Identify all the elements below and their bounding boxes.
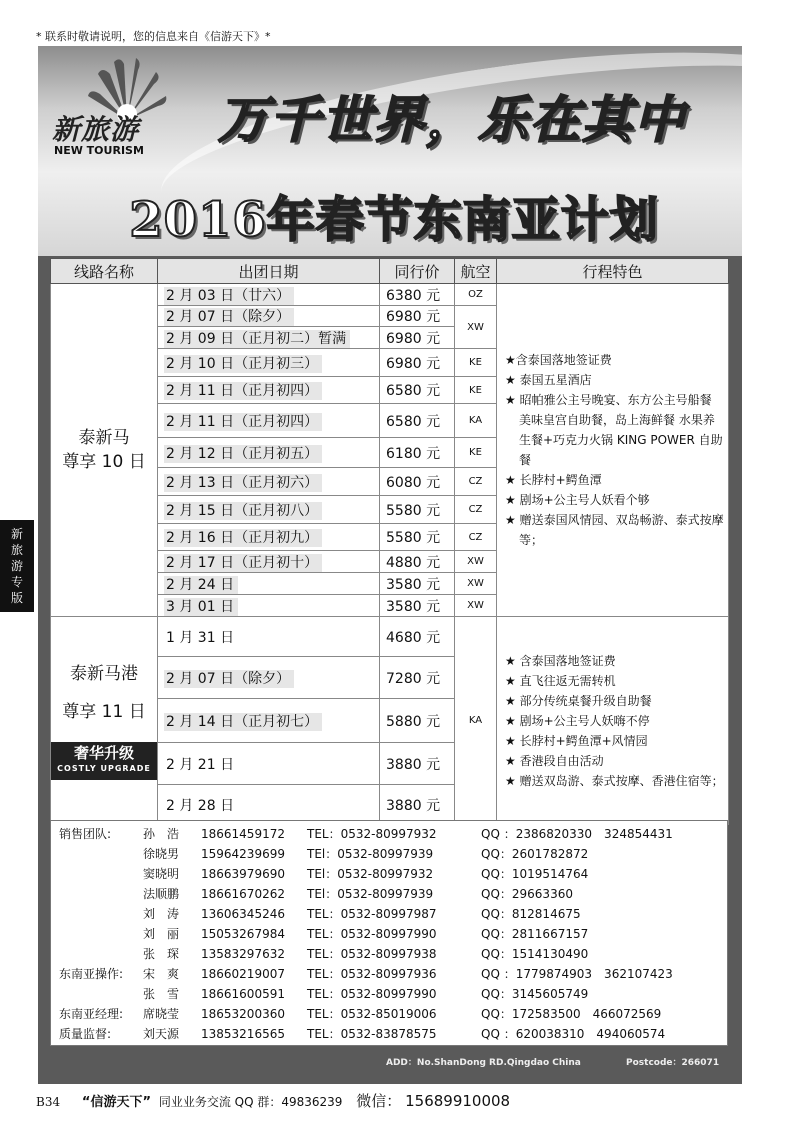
price: 4880 元	[380, 551, 455, 573]
route-name-cell	[51, 617, 158, 825]
contact-name: 徐晓男	[143, 847, 180, 861]
contact-name: 窦晓明	[143, 867, 180, 881]
price: 3580 元	[380, 573, 455, 595]
feature-item: ★ 剧场+公主号人妖嗨不停	[505, 713, 650, 728]
contact-mobile: 13606345246	[201, 907, 285, 921]
contact-tel: TEL：0532-80997987	[307, 907, 437, 921]
departure-date: 2 月 07 日（除夕）	[158, 657, 380, 699]
contacts-section	[50, 820, 728, 1046]
feature-item: ★ 赠送双岛游、泰式按摩、香港住宿等；	[505, 773, 724, 788]
contact-tel: TEl：0532-80997939	[307, 847, 434, 861]
wechat-label: 微信：	[356, 1092, 402, 1110]
route-name: 泰新马	[78, 428, 130, 448]
badge-en: COSTLY UPGRADE	[57, 763, 151, 773]
contact-tel: TEL：0532-80997932	[307, 827, 437, 841]
departure-date: 2 月 15 日（正月初八）	[158, 496, 380, 524]
contact-name: 宋 爽	[143, 967, 180, 981]
departure-date: 1 月 31 日	[158, 617, 380, 657]
price: 6580 元	[380, 377, 455, 404]
airline-code: XW	[455, 595, 497, 617]
airline-code: XW	[455, 573, 497, 595]
departure-date: 2 月 10 日（正月初三）	[158, 349, 380, 377]
contact-name: 法顺鹏	[143, 887, 180, 901]
contact-role: 质量监督:	[59, 1027, 112, 1041]
contact-name: 张 雪	[143, 987, 180, 1001]
airline-code: CZ	[455, 468, 497, 496]
departure-date: 2 月 09 日（正月初二）暂满	[158, 327, 380, 349]
contact-name: 孙 浩	[143, 827, 180, 841]
address-bar	[38, 1047, 742, 1077]
page-title: 2016年春节东南亚计划	[129, 192, 659, 248]
contact-mobile: 18653200360	[201, 1007, 285, 1021]
contact-qq: QQ：812814675	[481, 907, 581, 921]
departure-date: 2 月 13 日（正月初六）	[158, 468, 380, 496]
price: 6980 元	[380, 306, 455, 327]
postcode: Postcode：266071	[626, 1058, 720, 1068]
airline-code: KA	[455, 404, 497, 438]
price: 3880 元	[380, 785, 455, 825]
side-tab-char: 游	[10, 559, 23, 573]
price: 4680 元	[380, 617, 455, 657]
col-header-price: 同行价	[380, 259, 455, 284]
departure-date: 2 月 11 日（正月初四）	[158, 404, 380, 438]
col-header-route: 线路名称	[51, 259, 158, 284]
contact-name: 张 琛	[143, 947, 180, 961]
price: 5580 元	[380, 496, 455, 524]
contact-role: 东南亚操作:	[59, 967, 124, 981]
schedule-table-wrap	[50, 258, 728, 825]
contact-mobile: 13853216565	[201, 1027, 285, 1041]
feature-item: ★ 部分传统桌餐升级自助餐	[505, 693, 652, 708]
contact-qq: QQ ：1779874903 362107423	[481, 967, 673, 981]
contact-tel: TEl：0532-80997939	[307, 887, 434, 901]
contact-tel: TEL：0532-80997990	[307, 987, 437, 1001]
side-tab-char: 旅	[10, 543, 23, 557]
contact-role: 东南亚经理:	[59, 1007, 124, 1021]
departure-date: 3 月 01 日	[158, 595, 380, 617]
table-row	[51, 617, 729, 657]
side-tab-char: 新	[10, 527, 23, 541]
departure-date: 2 月 12 日（正月初五）	[158, 438, 380, 468]
route-duration: 尊享 11 日	[62, 701, 146, 722]
route-name: 泰新马港	[70, 663, 138, 684]
page-footer	[36, 1090, 510, 1111]
contact-mobile: 18661600591	[201, 987, 285, 1001]
contact-tel: TEL：0532-80997938	[307, 947, 437, 961]
logo-text: 新旅游	[52, 113, 140, 146]
airline-code: CZ	[455, 524, 497, 551]
route-name-cell	[51, 284, 158, 617]
price: 6180 元	[380, 438, 455, 468]
badge-cn: 奢华升级	[73, 743, 134, 762]
flyer-frame	[38, 46, 742, 1084]
contact-qq: QQ ：620038310 494060574	[481, 1027, 666, 1041]
contact-qq: QQ：3145605749	[481, 987, 589, 1001]
feature-item: ★ 香港段自由活动	[505, 753, 604, 768]
route-duration: 尊享 10 日	[62, 452, 146, 472]
feature-item: ★ 含泰国落地签证费	[505, 653, 616, 668]
contact-tel: TEL：0532-80997936	[307, 967, 437, 981]
departure-date: 2 月 03 日（廿六）	[158, 284, 380, 306]
contact-tel: TEL：0532-80997990	[307, 927, 437, 941]
contact-mobile: 18661670262	[201, 887, 285, 901]
departure-date: 2 月 11 日（正月初四）	[158, 377, 380, 404]
contact-name: 刘天源	[143, 1027, 180, 1041]
feature-item: ★ 长脖村+鳄鱼潭+风情园	[505, 733, 648, 748]
contact-name: 刘 涛	[143, 907, 180, 921]
airline-code: KE	[455, 438, 497, 468]
side-tab-char: 专	[10, 575, 23, 589]
departure-date: 2 月 14 日（正月初七）	[158, 699, 380, 743]
price: 6980 元	[380, 327, 455, 349]
features-cell	[497, 284, 729, 617]
contact-qq: QQ：1019514764	[481, 867, 589, 881]
contact-mobile: 15053267984	[201, 927, 285, 941]
schedule-table	[50, 258, 729, 825]
contact-qq: QQ：172583500 466072569	[481, 1007, 662, 1021]
upgrade-badge	[51, 742, 157, 780]
features-cell	[497, 617, 729, 825]
price: 7280 元	[380, 657, 455, 699]
slogan: 万千世界，乐在其中	[218, 91, 686, 149]
airline-code: OZ	[455, 284, 497, 306]
departure-date: 2 月 07 日（除夕）	[158, 306, 380, 327]
contact-role: 销售团队:	[59, 827, 112, 841]
feature-item: ★ 昭帕雅公主号晚宴、东方公主号船餐 美味皇宫自助餐，岛上海鲜餐 水果养生餐+巧克力火锅 KING POWER 自助餐	[505, 393, 723, 467]
footer-brand: “信游天下”	[81, 1095, 152, 1110]
side-tab-char: 版	[10, 591, 23, 605]
contact-mobile: 18661459172	[201, 827, 285, 841]
col-header-features: 行程特色	[497, 259, 729, 284]
contact-qq: QQ：2601782872	[481, 847, 589, 861]
contact-tel: TEl：0532-80997932	[307, 867, 434, 881]
airline-code: KE	[455, 349, 497, 377]
contact-tel: TEL：0532-85019006	[307, 1007, 437, 1021]
price: 6980 元	[380, 349, 455, 377]
contact-qq: QQ：29663360	[481, 887, 573, 901]
contact-name: 席晓莹	[143, 1007, 180, 1021]
airline-code: KA	[455, 617, 497, 825]
departure-date: 2 月 24 日	[158, 573, 380, 595]
contact-mobile: 18663979690	[201, 867, 285, 881]
page-number: B34	[36, 1095, 61, 1109]
contact-qq: QQ：1514130490	[481, 947, 589, 961]
price: 3580 元	[380, 595, 455, 617]
contact-tel: TEL：0532-83878575	[307, 1027, 437, 1041]
feature-item: ★ 剧场+公主号人妖看个够	[505, 493, 650, 507]
departure-date: 2 月 21 日	[158, 743, 380, 785]
price: 6380 元	[380, 284, 455, 306]
flyer-header	[38, 46, 742, 256]
contact-name: 刘 丽	[143, 927, 180, 941]
departure-date: 2 月 16 日（正月初九）	[158, 524, 380, 551]
logo-subtitle: NEW TOURISM	[54, 144, 144, 157]
contact-mobile: 13583297632	[201, 947, 285, 961]
wechat-number: 15689910008	[405, 1092, 511, 1110]
price: 5880 元	[380, 699, 455, 743]
col-header-airline: 航空	[455, 259, 497, 284]
departure-date: 2 月 17 日（正月初十）	[158, 551, 380, 573]
side-tab	[0, 520, 34, 612]
airline-code: XW	[455, 306, 497, 349]
feature-item: ★ 直飞往返无需转机	[505, 673, 616, 688]
table-header-row	[51, 259, 729, 284]
top-note: * 联系时敬请说明，您的信息来自《信游天下》*	[36, 30, 271, 43]
feature-item: ★ 长脖村+鳄鱼潭	[505, 473, 602, 487]
airline-code: CZ	[455, 496, 497, 524]
table-row	[51, 284, 729, 306]
contact-qq: QQ ：2386820330 324854431	[481, 827, 673, 841]
price: 3880 元	[380, 743, 455, 785]
feature-item: ★ 赠送泰国风情园、双岛畅游、泰式按摩等；	[505, 513, 724, 547]
feature-item: ★ 泰国五星酒店	[505, 373, 592, 387]
feature-item: ★含泰国落地签证费	[505, 353, 612, 367]
address: ADD：No.ShanDong RD.Qingdao China	[386, 1058, 581, 1068]
contact-qq: QQ：2811667157	[481, 927, 589, 941]
price: 6080 元	[380, 468, 455, 496]
departure-date: 2 月 28 日	[158, 785, 380, 825]
airline-code: XW	[455, 551, 497, 573]
airline-code: KE	[455, 377, 497, 404]
contact-mobile: 18660219007	[201, 967, 285, 981]
price: 6580 元	[380, 404, 455, 438]
col-header-date: 出团日期	[158, 259, 380, 284]
contact-mobile: 15964239699	[201, 847, 285, 861]
footer-qq-group: 同业业务交流 QQ 群：49836239	[158, 1095, 343, 1109]
price: 5580 元	[380, 524, 455, 551]
